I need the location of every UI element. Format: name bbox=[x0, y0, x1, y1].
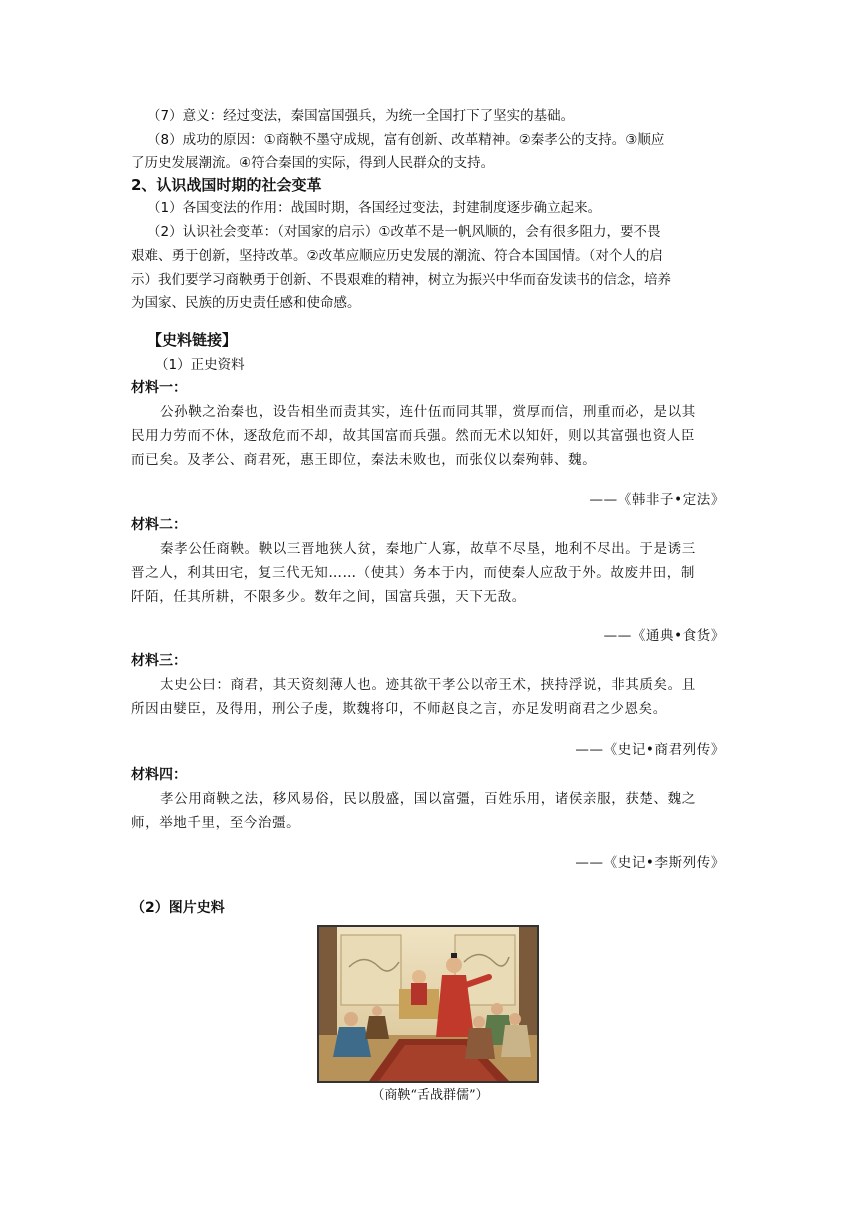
historical-material-heading: 【史料链接】 bbox=[147, 331, 238, 349]
material-source: ——《史记•商君列传》 bbox=[575, 742, 725, 758]
paragraph-significance: （7）意义：经过变法，秦国富国强兵，为统一全国打下了坚实的基础。 bbox=[147, 108, 575, 124]
material-text-line: 太史公曰：商君，其天资刻薄人也。迹其欲干孝公以帝王术，挟持浮说，非其质矣。且 bbox=[160, 677, 696, 693]
material-text-line: 秦孝公任商鞅。鞅以三晋地狭人贫，秦地广人寡，故草不尽垦，地利不尽出。于是诱三 bbox=[160, 541, 696, 557]
material-text-line: 师，举地千里，至今治彊。 bbox=[131, 815, 301, 831]
material-text-line: 公孙鞅之治秦也，设告相坐而责其实，连什伍而同其罪，赏厚而信，刑重而必，是以其 bbox=[160, 404, 696, 420]
material-text-line: 晋之人，利其田宅，复三代无知……（使其）务本于内，而使秦人应敌于外。故废井田，制 bbox=[131, 565, 695, 581]
material-label: 材料二： bbox=[131, 517, 187, 533]
material-label: 材料四： bbox=[131, 767, 187, 783]
paragraph-success-reasons-cont: 了历史发展潮流。④符合秦国的实际，得到人民群众的支持。 bbox=[131, 155, 495, 171]
material-text-line: 孝公用商鞅之法，移风易俗，民以殷盛，国以富彊，百姓乐用，诸侯亲服，获楚、魏之 bbox=[160, 791, 696, 807]
shang-yang-debate-illustration bbox=[317, 925, 539, 1083]
paragraph-social-reform-cont: 艰难、勇于创新，坚持改革。②改革应顺应历史发展的潮流、符合本国国情。（对个人的启 bbox=[131, 248, 663, 264]
material-label: 材料一： bbox=[131, 380, 187, 396]
material-text-line: 而已矣。及孝公、商君死，惠王即位，秦法未败也，而张仪以秦殉韩、魏。 bbox=[131, 452, 597, 468]
material-text-line: 民用力劳而不休，逐敌危而不却，故其国富而兵强。然而无术以知奸，则以其富强也资人臣 bbox=[131, 428, 695, 444]
illustration-caption: （商鞅“舌战群儒”） bbox=[371, 1088, 489, 1103]
material-source: ——《通典•食货》 bbox=[603, 628, 725, 644]
paragraph-social-reform-cont: 为国家、民族的历史责任感和使命感。 bbox=[131, 295, 361, 311]
subheading-official-history: （1）正史资料 bbox=[155, 357, 245, 373]
paragraph-social-reform: （2）认识社会变革：（对国家的启示）①改革不是一帆风顺的，会有很多阻力，要不畏 bbox=[147, 224, 661, 240]
material-text-line: 阡陌，任其所耕，不限多少。数年之间，国富兵强，天下无敌。 bbox=[131, 589, 526, 605]
material-text-line: 所因由嬖臣，及得用，刑公子虔，欺魏将卬，不师赵良之言，亦足发明商君之少恩矣。 bbox=[131, 701, 667, 717]
paragraph-social-reform-cont: 示）我们要学习商鞅勇于创新、不畏艰难的精神，树立为振兴中华而奋发读书的信念，培养 bbox=[131, 272, 671, 288]
material-source: ——《韩非子•定法》 bbox=[589, 492, 725, 508]
material-source: ——《史记•李斯列传》 bbox=[575, 855, 725, 871]
material-label: 材料三： bbox=[131, 653, 187, 669]
subheading-picture-material: （2）图片史料 bbox=[131, 900, 225, 916]
paragraph-reform-effect: （1）各国变法的作用：战国时期，各国经过变法，封建制度逐步确立起来。 bbox=[147, 200, 602, 216]
illustration-scene bbox=[319, 927, 537, 1081]
section-heading: 2、认识战国时期的社会变革 bbox=[131, 176, 322, 194]
paragraph-success-reasons: （8）成功的原因：①商鞅不墨守成规，富有创新、改革精神。②秦孝公的支持。③顺应 bbox=[147, 132, 665, 148]
